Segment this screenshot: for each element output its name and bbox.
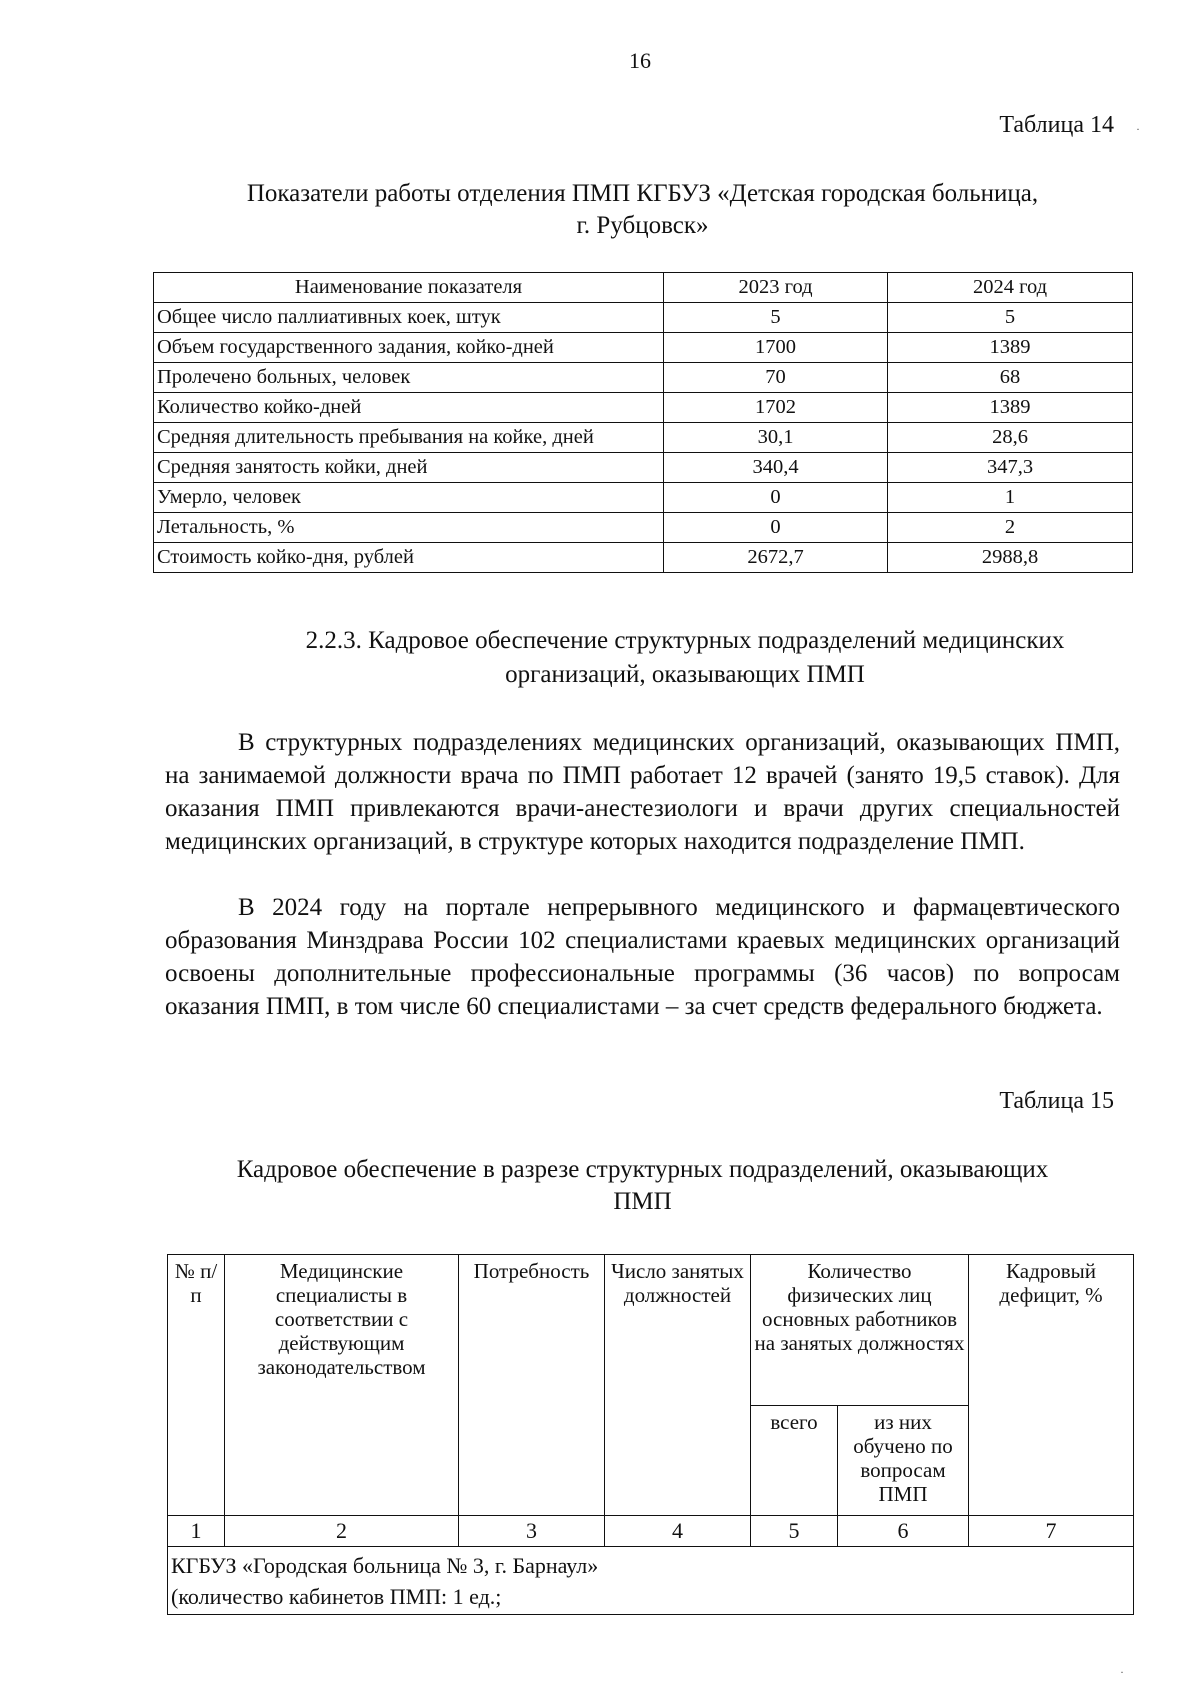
value-2024: 2 (888, 513, 1133, 543)
table-15-caption: Таблица 15 (999, 1088, 1114, 1114)
table-row (154, 393, 1133, 423)
scan-speck: · (1120, 1665, 1124, 1679)
indicator-name: Средняя занятость койки, дней (154, 453, 664, 483)
table-14-header-2024: 2024 год (888, 273, 1133, 303)
table-row (154, 303, 1133, 333)
header-individuals: Количество физических лиц основных работников на занятых должностях (751, 1255, 969, 1406)
value-2024: 5 (888, 303, 1133, 333)
value-2024: 347,3 (888, 453, 1133, 483)
column-number: 5 (751, 1516, 838, 1547)
table-14-header-name: Наименование показателя (154, 273, 664, 303)
value-2023: 30,1 (664, 423, 888, 453)
column-number: 3 (459, 1516, 605, 1547)
table-15-title (160, 1154, 1125, 1218)
column-number: 1 (168, 1516, 225, 1547)
hospital-name: КГБУЗ «Городская больница № 3, г. Барнаул» (171, 1553, 599, 1578)
indicator-name: Пролечено больных, человек (154, 363, 664, 393)
table-row (154, 423, 1133, 453)
table-14-caption: Таблица 14 (999, 112, 1114, 138)
table-row (154, 483, 1133, 513)
indicator-name: Средняя длительность пребывания на койке, дней (154, 423, 664, 453)
table-15 (167, 1254, 1134, 1615)
column-number: 4 (605, 1516, 751, 1547)
table-row (154, 453, 1133, 483)
header-total: всего (751, 1406, 838, 1516)
value-2023: 5 (664, 303, 888, 333)
table-row (154, 363, 1133, 393)
table-14-title (160, 178, 1125, 242)
header-number: № п/п (168, 1255, 225, 1516)
header-need: Потребность (459, 1255, 605, 1516)
column-number: 7 (969, 1516, 1134, 1547)
table-15-title-line2: ПМП (613, 1188, 672, 1215)
value-2023: 1702 (664, 393, 888, 423)
hospital-group-row (168, 1547, 1134, 1615)
header-specialists: Медицинские специалисты в соответствии с действующим законодательством (225, 1255, 459, 1516)
header-deficit: Кадровый дефицит, % (969, 1255, 1134, 1516)
value-2024: 1 (888, 483, 1133, 513)
page-number: 16 (629, 48, 651, 73)
section-heading-line2: организаций, оказывающих ПМП (505, 661, 865, 688)
table-14-title-line1: Показатели работы отделения ПМП КГБУЗ «Детская городская больница, (246, 180, 1039, 207)
scan-speck: · (1136, 122, 1140, 136)
table-14-header-2023: 2023 год (664, 273, 888, 303)
hospital-cabinets: (количество кабинетов ПМП: 1 ед.; (171, 1584, 502, 1609)
value-2023: 1700 (664, 333, 888, 363)
section-heading-line1: 2.2.3. Кадровое обеспечение структурных подразделений медицинских (305, 627, 1065, 654)
table-15-title-line1: Кадровое обеспечение в разрезе структурных подразделений, оказывающих (236, 1156, 1049, 1183)
paragraph-staff: В структурных подразделениях медицинских организаций, оказывающих ПМП, на занимаемой должности врача по ПМП работает 12 врачей (занято 19,5 ставок). Для оказания ПМП привлекаются врачи-анестезиологи и врачи других специальностей медицинских организаций, в структуре которых находится подразделение ПМП. (165, 729, 1120, 855)
table-14-title-line2: г. Рубцовск» (576, 212, 709, 239)
section-heading (160, 624, 1200, 692)
column-number-row (168, 1516, 1134, 1547)
indicator-name: Умерло, человек (154, 483, 664, 513)
table-row (154, 513, 1133, 543)
table-14 (153, 272, 1133, 573)
value-2023: 70 (664, 363, 888, 393)
indicator-name: Объем государственного задания, койко-дней (154, 333, 664, 363)
value-2024: 1389 (888, 393, 1133, 423)
value-2023: 2672,7 (664, 543, 888, 573)
header-trained: из них обучено по вопросам ПМП (838, 1406, 969, 1516)
table-row (154, 333, 1133, 363)
indicator-name: Стоимость койко-дня, рублей (154, 543, 664, 573)
value-2024: 1389 (888, 333, 1133, 363)
column-number: 2 (225, 1516, 459, 1547)
header-occupied-positions: Число занятых должностей (605, 1255, 751, 1516)
hospital-group-cell (168, 1547, 1134, 1615)
table-row (154, 543, 1133, 573)
value-2023: 0 (664, 483, 888, 513)
value-2023: 0 (664, 513, 888, 543)
indicator-name: Общее число паллиативных коек, штук (154, 303, 664, 333)
value-2024: 28,6 (888, 423, 1133, 453)
indicator-name: Количество койко-дней (154, 393, 664, 423)
value-2023: 340,4 (664, 453, 888, 483)
value-2024: 2988,8 (888, 543, 1133, 573)
paragraph-training: В 2024 году на портале непрерывного медицинского и фармацевтического образования Минздрава России 102 специалистами краевых медицинских организаций освоены дополнительные профессиональные программы (36 часов) по вопросам оказания ПМП, в том числе 60 специалистами – за счет средств федерального бюджета. (165, 894, 1120, 1020)
table-15-header-row (168, 1255, 1134, 1406)
column-number: 6 (838, 1516, 969, 1547)
table-14-header-row (154, 273, 1133, 303)
value-2024: 68 (888, 363, 1133, 393)
indicator-name: Летальность, % (154, 513, 664, 543)
